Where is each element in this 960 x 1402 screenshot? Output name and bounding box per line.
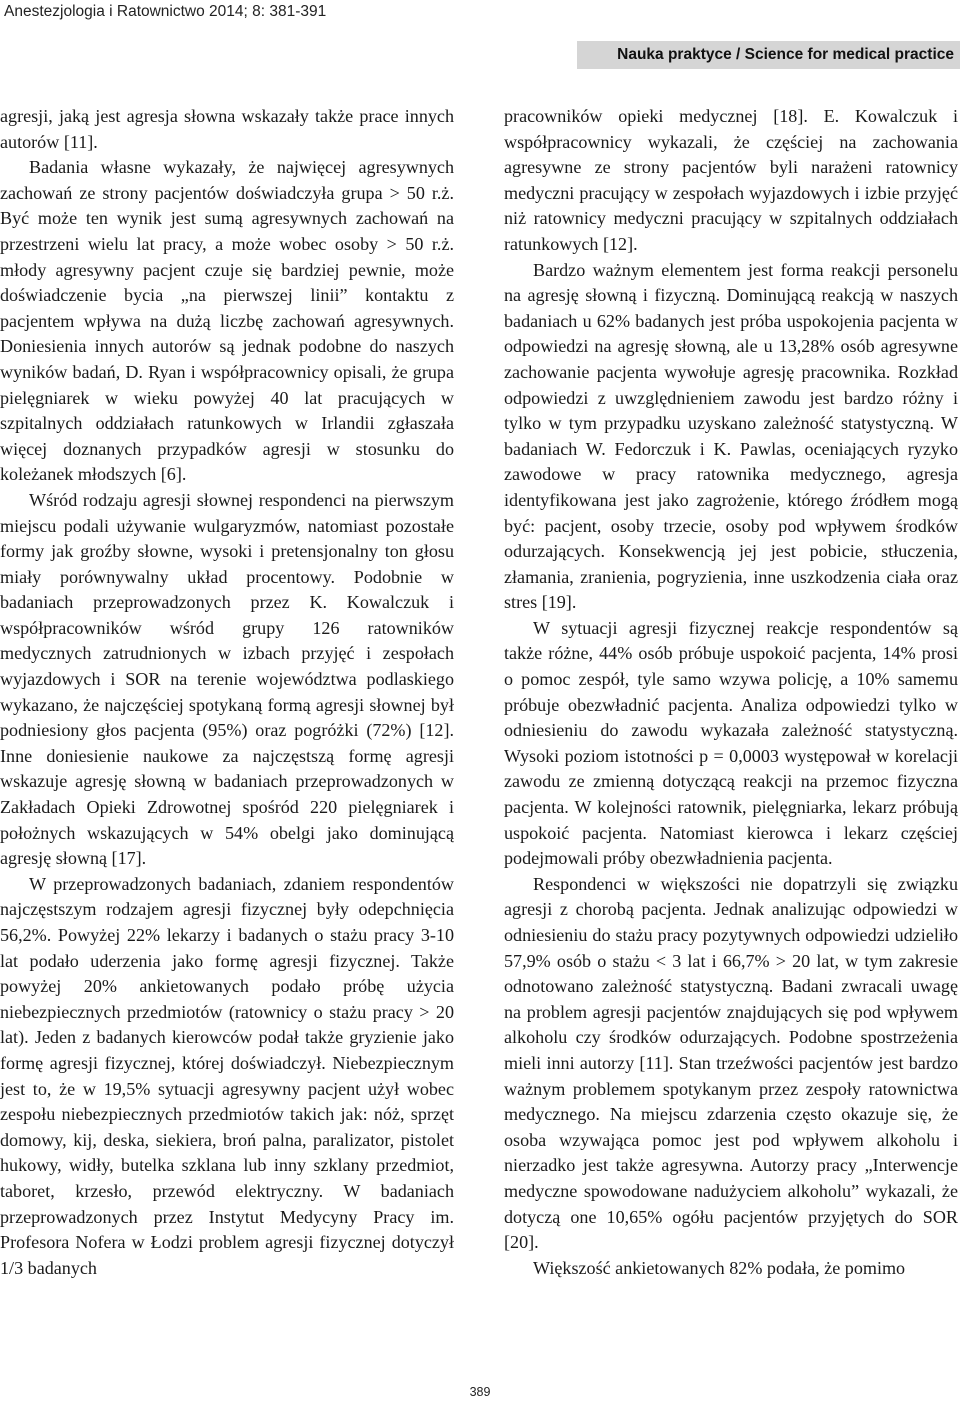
paragraph: Większość ankietowanych 82% podała, że pomimo — [533, 1257, 906, 1278]
paragraph: agresji, jaką jest agresja słowna wskazały także prace innych autorów [11]. — [0, 106, 454, 152]
section-header: Nauka praktyce / Science for medical practice — [577, 41, 960, 69]
paragraph: Bardzo ważnym elementem jest forma reakcji personelu na agresję słowną i fizyczną. Dominującą reakcją w naszych badaniach u 62% badanych jest próba uspokojenia pacjenta w odpowiedzi na agresję słowną, ale u 13,28% osób agresywne zachowanie pacjenta wywołuje agresję pracownika. Rozkład odpowiedzi z uwzględnieniem zawodu jest bardzo różny i tylko w tym przypadku uzyskano zależność statystyczną. W badaniach W. Fedorczuk i K. Pawlas, oceniających ryzyko zawodowe w pracy ratownika medycznego, agresja identyfikowana jest jako zagrożenie, którego źródłem mogą być: pacjent, osoby trzecie, osoby pod wpływem środków odurzających. Konsekwencją jej jest pobicie, stłuczenia, złamania, zranienia, pogryzienia, inne uszkodzenia ciała oraz stres [19]. — [504, 259, 958, 613]
paragraph: W przeprowadzonych badaniach, zdaniem respondentów najczęstszym rodzajem agresji fizycznej były odepchnięcia 56,2%. Powyżej 22% lekarzy i badanych o stażu pracy 3-10 lat podało uderzenia jako formę agresji fizycznej. Także powyżej 20% ankietowanych podało próbę użycia niebezpiecznych przedmiotów (ratownicy o stażu pracy > 20 lat). Jeden z badanych kierowców podał także gryzienie jako formę agresji fizycznej, której doświadczył. Niebezpiecznym jest to, że w 19,5% sytuacji agresywny pacjent użył wobec zespołu niebezpiecznych przedmiotów takich jak: nóż, sprzęt domowy, kij, deska, siekiera, broń palna, paralizator, pistolet hukowy, widły, butelka szklana lub inny szklany przedmiot, taboret, krzesło, przewód elektryczny. W badaniach przeprowadzonych przez Instytut Medycyny Pracy im. Profesora Nofera w Łodzi problem agresji fizycznej dotyczył 1/3 badanych — [0, 873, 454, 1278]
paragraph: Respondenci w większości nie dopatrzyli się związku agresji z chorobą pacjenta. Jednak analizując odpowiedzi w odniesieniu do stażu pracy pozytywnych odpowiedzi udzieliło 57,9% osób o stażu < 3 lat i 66,7% > 20 lat, w tym zakresie odnotowano zależność statystyczną. Badani zwracali uwagę na problem agresji pacjentów znajdujących się pod wpływem alkoholu czy środków odurzających. Podobne spostrzeżenia mieli inni autorzy [11]. Stan trzeźwości pacjentów jest bardzo ważnym problemem spotykanym przez zespoły ratownictwa medycznego. Na miejscu zdarzenia często okazuje się, że osoba wzywająca pomoc jest pod wpływem alkoholu i nierzadko jest także agresywna. Autorzy pracy „Interwencje medyczne spowodowane nadużyciem alkoholu” wykazali, że dotyczą one 10,65% ogółu pacjentów przyjętych do SOR [20]. — [504, 873, 958, 1253]
page-number: 389 — [469, 1385, 491, 1399]
paragraph: Wśród rodzaju agresji słownej respondenci na pierwszym miejscu podali używanie wulgaryzmów, natomiast pozostałe formy jak groźby słowne, wysoki i pretensjonalny ton głosu miały porównywalny układ procentowy. Podobnie w badaniach przeprowadzonych przez K. Kowalczuk i współpracowników wśród grupy 126 ratowników medycznych zatrudnionych w izbach przyjęć i zespołach wyjazdowych i SOR na terenie województwa podlaskiego wykazano, że najczęściej spotykaną formą agresji słownej był podniesiony głos pacjenta (95%) oraz pogróżki (72%) [12]. Inne doniesienie naukowe za najczęstszą formę agresji wskazuje agresję słowną w badaniach przeprowadzonych w Zakładach Opieki Zdrowotnej spośród 220 pielęgniarek i położnych wskazujących w 54% obelgi jako dominującą agresję słowną [17]. — [0, 489, 454, 869]
journal-citation: Anestezjologia i Ratownictwo 2014; 8: 381-391 — [4, 3, 327, 20]
paragraph: W sytuacji agresji fizycznej reakcje respondentów są także różne, 44% osób próbuje uspokoić pacjenta, 14% prosi o pomoc zespół, tyle samo wzywa policję, a 10% samemu próbuje obezwładnić pacjenta. Analiza odpowiedzi tylko w odniesieniu do zawodu wykazała zależność statystyczną. Wysoki poziom istotności p = 0,0003 występował w korelacji zawodu ze zmienną dotyczącą reakcji na przemoc fizyczna pacjenta. W kolejności ratownik, pielęgniarka, lekarz próbują uspokoić pacjenta. Natomiast kierowca i lekarz częściej podejmowali próby obezwładnienia pacjenta. — [504, 617, 958, 869]
paragraph: pracowników opieki medycznej [18]. E. Kowalczuk i współpracownicy wykazali, że częściej na zachowania agresywne ze strony pacjentów byli narażeni ratownicy medyczni pracujący w zespołach wyjazdowych i izbie przyjęć niż ratownicy medyczni pracujący w szpitalnych oddziałach ratunkowych [12]. — [504, 106, 958, 254]
paragraph: Badania własne wykazały, że najwięcej agresywnych zachowań ze strony pacjentów doświadczyła grupa > 50 r.ż. Być może ten wynik jest sumą agresywnych zachowań na przestrzeni wielu lat pracy, a może wobec osoby > 50 r.ż. młody agresywny pacjent czuje się bardziej pewnie, może doświadczenie bycia „na pierwszej linii” kontaktu z pacjentem wpływa na dużą liczbę zachowań agresywnych. Doniesienia innych autorów są jednak podobne do naszych wyników badań, D. Ryan i współpracownicy opisali, że grupa pielęgniarek w wieku powyżej 40 lat pracujących w szpitalnych oddziałach ratunkowych w Irlandii zgłaszała więcej doznanych przypadków agresji w stosunku do koleżanek młodszych [6]. — [0, 157, 454, 485]
left-column — [0, 104, 454, 1354]
right-column — [504, 104, 958, 1354]
